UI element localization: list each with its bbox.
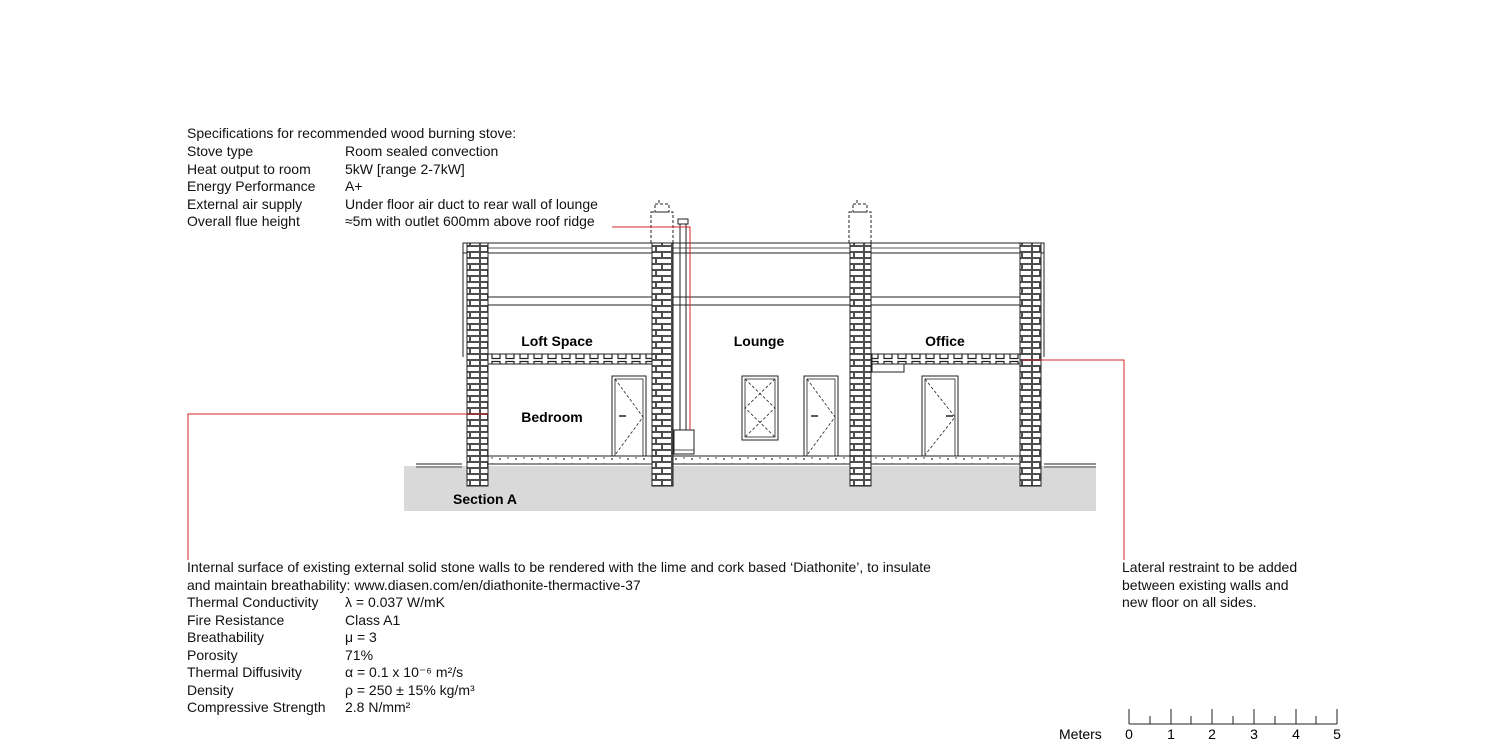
scale-bar xyxy=(1129,709,1337,724)
stone-wall-left xyxy=(467,243,488,486)
insulation-label: Thermal Diffusivity xyxy=(187,664,302,680)
spec-value: ≈5m with outlet 600mm above roof ridge xyxy=(345,213,595,229)
spec-label: Heat output to room xyxy=(187,160,311,177)
insulation-label: Density xyxy=(187,681,234,698)
insulation-row-conductivity xyxy=(187,594,687,612)
room-label-loft: Loft Space xyxy=(521,333,593,349)
stone-wall-mid-right xyxy=(850,243,871,486)
chimney-right xyxy=(849,200,871,243)
insulation-line-2: and maintain breathability: www.diasen.com/en/diathonite-thermactive-37 xyxy=(187,576,641,593)
insulation-label: Fire Resistance xyxy=(187,611,285,628)
scale-tick-3: 3 xyxy=(1250,726,1258,742)
insulation-row-fire xyxy=(187,612,687,630)
restraint-line-1: Lateral restraint to be added xyxy=(1122,559,1298,575)
section-label: Section A xyxy=(453,491,518,507)
insulation-value: Class A1 xyxy=(345,611,401,628)
insulation-label: Porosity xyxy=(187,646,238,663)
scale-unit-label: Meters xyxy=(1059,726,1102,742)
insulation-value: λ = 0.037 W/mK xyxy=(345,594,445,610)
spec-value: A+ xyxy=(345,178,363,194)
spec-value: Room sealed convection xyxy=(345,143,499,159)
insulation-line-1: Internal surface of existing external solid stone walls to be rendered with the lime and cork based ‘Diathonite’, to insulate xyxy=(187,559,931,575)
stone-wall-right xyxy=(1020,243,1041,486)
chimney-left xyxy=(651,200,673,243)
restraint-note xyxy=(1122,559,1342,612)
scale-tick-0: 0 xyxy=(1125,726,1133,742)
scale-tick-4: 4 xyxy=(1292,726,1300,742)
scale-tick-2: 2 xyxy=(1208,726,1216,742)
restraint-line-2: between existing walls and xyxy=(1122,576,1289,593)
insulation-value: 2.8 N/mm² xyxy=(345,699,411,715)
insulation-row-compressive xyxy=(187,699,687,717)
door-bedroom xyxy=(612,376,646,456)
room-label-lounge: Lounge xyxy=(733,333,785,349)
door-office xyxy=(922,376,958,456)
insulation-value: ρ = 250 ± 15% kg/m³ xyxy=(345,681,475,698)
spec-label: Overall flue height xyxy=(187,213,300,229)
scale-tick-5: 5 xyxy=(1333,726,1341,742)
floor-slab xyxy=(488,456,1022,464)
spec-label: Stove type xyxy=(187,143,254,159)
spec-value: 5kW [range 2-7kW] xyxy=(345,160,465,177)
floor-joists-right xyxy=(872,354,1020,364)
insulation-label: Thermal Conductivity xyxy=(187,594,319,610)
insulation-value: α = 0.1 x 10⁻⁶ m²/s xyxy=(345,664,464,680)
insulation-row-porosity xyxy=(187,647,687,665)
restraint-line-3: new floor on all sides. xyxy=(1122,594,1257,610)
insulation-value: 71% xyxy=(345,646,374,663)
insulation-note xyxy=(187,559,987,719)
spec-label: External air supply xyxy=(187,195,303,212)
stove-specs-heading: Specifications for recommended wood burning stove: xyxy=(187,125,517,141)
insulation-row-density xyxy=(187,682,687,700)
insulation-label: Breathability xyxy=(187,629,265,645)
spec-value: Under floor air duct to rear wall of lounge xyxy=(345,195,598,212)
insulation-label: Compressive Strength xyxy=(187,699,326,715)
insulation-value: μ = 3 xyxy=(345,629,377,645)
room-label-bedroom: Bedroom xyxy=(521,409,583,425)
spec-label: Energy Performance xyxy=(187,178,316,194)
scale-tick-1: 1 xyxy=(1167,726,1175,742)
insulation-row-diffusivity xyxy=(187,664,687,682)
window-lounge xyxy=(742,376,778,440)
stone-wall-mid-left xyxy=(652,243,673,486)
room-label-office: Office xyxy=(925,333,965,349)
insulation-row-breathability xyxy=(187,629,687,647)
door-lounge xyxy=(804,376,838,456)
floor-joists-left xyxy=(488,354,652,364)
